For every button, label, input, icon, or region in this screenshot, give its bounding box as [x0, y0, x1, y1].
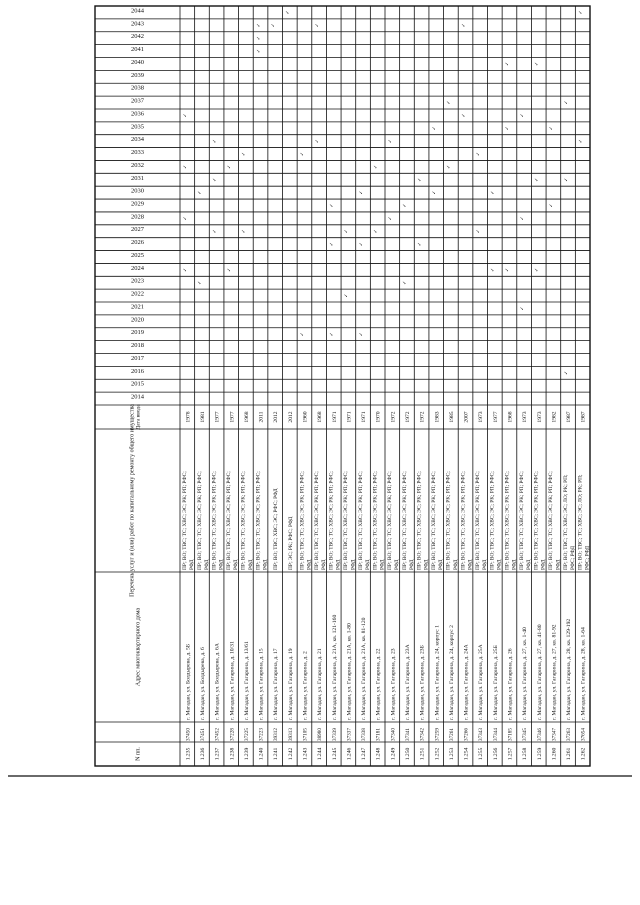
year-header: 2029 — [131, 200, 144, 208]
year-header: 2024 — [131, 264, 144, 272]
row-num: 1.256 — [492, 747, 499, 761]
row-address: г. Магадан, ул. Гагарина, д. 2 — [302, 651, 309, 720]
row-num: 1.246 — [346, 747, 353, 761]
row-date: 1973 — [522, 411, 529, 423]
work-year-mark: ✓ — [271, 23, 277, 28]
row-num: 1.262 — [580, 747, 587, 761]
row-date: 2011 — [258, 411, 265, 423]
row-code: 37654 — [580, 728, 587, 741]
row-services-line: РФД — [262, 559, 269, 570]
work-year-mark: ✓ — [359, 190, 365, 195]
row-services-line: РФД — [496, 559, 503, 570]
year-header: 2028 — [131, 213, 144, 221]
row-code: 39312 — [273, 728, 280, 741]
work-year-mark: ✓ — [359, 242, 365, 247]
work-year-mark: ✓ — [476, 229, 482, 234]
work-year-mark: ✓ — [198, 190, 204, 195]
work-year-mark: ✓ — [520, 216, 526, 221]
row-services-line: ПР; ВО; ТВС; ТС; ХВС; ЭС; РК; РП; РФС; — [255, 471, 262, 570]
row-services-line: ПР; ВО; ТВС; ТС; ХВС; ЭС; ЛО; РК; РП; — [562, 474, 569, 570]
work-year-mark: ✓ — [315, 139, 321, 144]
work-year-mark: ✓ — [212, 229, 218, 234]
work-year-mark: ✓ — [461, 113, 467, 118]
row-address: г. Магадан, ул. Болдырева, д. 6А — [214, 643, 221, 720]
row-services-line: ПР; ВО; ТВС; ТС; ХВС; ЭС; РК; РП; РФС; — [475, 471, 482, 570]
row-address: г. Магадан, ул. Гагарина, д. 24, корпус 1 — [434, 625, 441, 720]
row-services-line: РФД — [203, 559, 210, 570]
row-services-line: ПР; ВО; ТВС; ТС; ХВС; ЭС; РК; РП; РФС; — [445, 471, 452, 570]
row-services-line: ПР; ВО; ТВС; ТС; ХВС; ЭС; РК; РП; РФС; — [548, 471, 555, 570]
row-num: 1.254 — [463, 747, 470, 761]
row-code: 37338 — [361, 728, 368, 741]
row-date: 1968 — [317, 411, 324, 423]
row-address: г. Магадан, ул. Гагарина, д. 17 — [273, 648, 280, 720]
row-date: 1978 — [185, 411, 192, 423]
row-date: 1971 — [361, 411, 368, 423]
work-year-mark: ✓ — [520, 113, 526, 118]
work-year-mark: ✓ — [388, 139, 394, 144]
row-code: 38980 — [317, 728, 324, 741]
year-header: 2031 — [131, 174, 144, 182]
row-date: 1960 — [302, 411, 309, 423]
row-address: г. Магадан, ул. Гагарина, д. 22 — [375, 648, 382, 720]
year-header: 2040 — [131, 58, 144, 66]
row-address: г. Магадан, ул. Болдырева, д. 6 — [199, 647, 206, 720]
row-num: 1.261 — [566, 747, 573, 761]
row-services-line: РФД — [525, 559, 532, 570]
row-address: г. Магадан, ул. Гагарина, д. 27, кв. 81-92 — [551, 624, 558, 720]
year-header: 2027 — [131, 226, 144, 234]
year-header: 2033 — [131, 149, 144, 157]
work-year-mark: ✓ — [417, 242, 423, 247]
row-address: г. Магадан, ул. Гагарина, д. 21А, кв. 121-160 — [331, 614, 338, 720]
row-date: 1970 — [375, 411, 382, 423]
work-year-mark: ✓ — [535, 267, 541, 272]
work-year-mark: ✓ — [432, 190, 438, 195]
row-services-line: РФД — [233, 559, 240, 570]
row-services-line: ПР; ВО; ТВС; ТС; ХВС; ЭС; ЛО; РК; РП; — [577, 474, 584, 570]
work-year-mark: ✓ — [286, 10, 292, 15]
row-code: 37452 — [214, 728, 221, 741]
work-year-mark: ✓ — [256, 23, 262, 28]
row-date: 1977 — [214, 411, 221, 423]
row-num: 1.241 — [273, 747, 280, 761]
row-services-line: РФД — [364, 559, 371, 570]
year-header: 2026 — [131, 239, 144, 247]
row-address: г. Магадан, ул. Гагарина, д. 28, кв. 129-192 — [566, 618, 573, 720]
row-services-line: РФД — [189, 559, 196, 570]
row-code: 37261 — [448, 728, 455, 741]
row-date: 2007 — [463, 411, 470, 423]
row-services-line: РФД — [467, 559, 474, 570]
year-header: 2021 — [131, 303, 144, 311]
work-year-mark: ✓ — [315, 23, 321, 28]
row-services-line: ПР; ВО; ТВС; ТС; ХВС; ЭС; РК; РП; РФС; — [182, 471, 189, 570]
row-num: 1.240 — [258, 747, 265, 761]
row-services-line: ПР; ВО; ТВС; ТС; ХВС; ЭС; РК; РП; РФС; — [299, 471, 306, 570]
row-address: г. Магадан, ул. Гагарина, д. 21А, кв. 81-120 — [361, 617, 368, 720]
row-services-line: ПР; ВО; ТВС; ТС; ХВС; ЭС; РК; РП; РФС; — [357, 471, 364, 570]
work-year-mark: ✓ — [373, 229, 379, 234]
work-year-mark: ✓ — [388, 216, 394, 221]
work-year-mark: ✓ — [198, 280, 204, 285]
work-year-mark: ✓ — [403, 280, 409, 285]
row-services-line: ПР; ВО; ТВС; ХВС; ЭС; РФС; РФД — [273, 488, 280, 570]
row-address: г. Магадан, ул. Гагарина, д. 27, кв. 1-40 — [522, 627, 529, 720]
row-date: 1981 — [199, 411, 206, 423]
row-services-line: ПР; ВО; ТВС; ТС; ХВС; ЭС; РК; РП; РФС; — [489, 471, 496, 570]
work-year-mark: ✓ — [549, 203, 555, 208]
row-services-line: РФД — [247, 559, 254, 570]
year-header: 2025 — [131, 251, 145, 259]
work-year-mark: ✓ — [564, 370, 570, 375]
work-year-mark: ✓ — [535, 177, 541, 182]
work-year-mark: ✓ — [578, 139, 584, 144]
row-services-line: ПР; ВО; ТВС; ТС; ХВС; ЭС; РК; РП; РФС; — [401, 471, 408, 570]
row-address: г. Магадан, ул. Гагарина, д. 23 — [390, 648, 397, 720]
row-address: г. Магадан, ул. Болдырева, д. 5Б — [185, 643, 192, 720]
row-num: 1.260 — [551, 747, 558, 761]
row-address: г. Магадан, ул. Гагарина, д. 15 — [258, 648, 265, 720]
work-year-mark: ✓ — [183, 267, 189, 272]
row-date: 1972 — [390, 411, 397, 423]
row-services-line: ПР; ВО; ТВС; ТС; ХВС; ЭС; РК; РП; РФС; — [240, 471, 247, 570]
work-year-mark: ✓ — [330, 242, 336, 247]
work-year-mark: ✓ — [242, 151, 248, 157]
table-grid — [95, 6, 590, 766]
row-code: 37340 — [390, 728, 397, 741]
row-code: 37341 — [404, 728, 411, 741]
header-services: Перечень услуг и (или) работ по капитальному ремонту общего имущества — [129, 404, 136, 597]
row-num: 1.238 — [229, 747, 236, 761]
row-services-line: ПР; ВО; ТВС; ТС; ХВС; ЭС; РК; РП; РФС; — [226, 471, 233, 570]
row-services-line: РФД — [452, 559, 459, 570]
work-year-mark: ✓ — [256, 48, 262, 54]
row-num: 1.247 — [361, 747, 368, 761]
row-num: 1.251 — [419, 747, 426, 761]
row-services-line: РФД — [335, 559, 342, 570]
row-services-line: ПР; ВО; ТВС; ТС; ХВС; ЭС; РК; РП; РФС; — [431, 471, 438, 570]
row-num: 1.239 — [243, 747, 250, 761]
row-code: 37185 — [507, 728, 514, 741]
work-year-mark: ✓ — [256, 36, 262, 41]
work-year-mark: ✓ — [564, 177, 570, 182]
work-year-mark: ✓ — [227, 267, 233, 272]
work-year-mark: ✓ — [183, 113, 189, 118]
row-services-line: ПР; ВО; ТВС; ТС; ХВС; ЭС; РК; РП; РФС; — [533, 471, 540, 570]
year-header: 2036 — [131, 110, 144, 118]
row-services-line: РФД — [438, 559, 445, 570]
row-services-line: ПР; ВО; ТВС; ТС; ХВС; ЭС; РК; РП; РФС; — [416, 471, 423, 570]
year-header: 2034 — [131, 136, 144, 144]
work-year-mark: ✓ — [491, 190, 497, 195]
row-code: 37345 — [522, 728, 529, 741]
row-date: 1968 — [243, 411, 250, 423]
work-year-mark: ✓ — [300, 151, 306, 157]
work-year-mark: ✓ — [564, 100, 570, 105]
row-services-line: РФД — [511, 559, 518, 570]
row-num: 1.248 — [375, 747, 382, 761]
row-code: 37263 — [566, 728, 573, 741]
row-date: 1968 — [507, 411, 514, 423]
row-code: 37225 — [243, 728, 250, 741]
row-num: 1.252 — [434, 747, 441, 761]
row-date: 1977 — [492, 411, 499, 423]
row-services-line: РФД — [394, 559, 401, 570]
year-header: 2017 — [131, 354, 144, 362]
row-num: 1.236 — [199, 747, 206, 761]
year-header: 2014 — [131, 393, 144, 401]
row-services-line: ПР; ВО; ТВС; ТС; ХВС; ЭС; РК; РП; РФС; — [460, 471, 467, 570]
row-address: г. Магадан, ул. Гагарина, д. 19 — [287, 648, 294, 720]
row-num: 1.255 — [478, 747, 485, 761]
year-header: 2041 — [131, 46, 144, 54]
table-border — [95, 6, 590, 766]
work-year-mark: ✓ — [300, 332, 306, 337]
row-services-line: РФД — [350, 559, 357, 570]
row-code: 39313 — [287, 728, 294, 741]
work-year-mark: ✓ — [373, 164, 379, 169]
row-services-line: ПР; ВО; ТВС; ТС; ХВС; ЭС; РК; РП; РФС; — [211, 471, 218, 570]
row-code: 37228 — [229, 728, 236, 741]
work-year-mark: ✓ — [183, 164, 189, 169]
row-address: г. Магадан, ул. Гагарина, д. 21А, кв. 1-80 — [346, 623, 353, 720]
work-year-mark: ✓ — [403, 203, 409, 208]
year-header: 2016 — [131, 367, 144, 375]
row-services-line: РФД — [218, 559, 225, 570]
row-address: г. Магадан, ул. Гагарина, д. 24А — [463, 644, 470, 720]
row-code: 37347 — [551, 728, 558, 741]
year-header: 2038 — [131, 84, 144, 92]
row-num: 1.244 — [317, 747, 324, 761]
row-address: г. Магадан, ул. Гагарина, д. 23Б — [419, 645, 426, 720]
row-num: 1.250 — [404, 747, 411, 761]
row-num: 1.249 — [390, 747, 397, 761]
row-date: 1977 — [229, 411, 236, 423]
row-address: г. Магадан, ул. Гагарина, д. 26 — [507, 648, 514, 720]
year-header: 2043 — [131, 20, 144, 28]
year-header: 2042 — [131, 33, 144, 41]
row-address: г. Магадан, ул. Гагарина, д. 21 — [317, 648, 324, 720]
work-year-mark: ✓ — [212, 177, 218, 182]
row-code: 37344 — [492, 728, 499, 741]
work-year-mark: ✓ — [417, 177, 423, 182]
row-num: 1.243 — [302, 747, 309, 761]
row-services-line: ПР; ВО; ТВС; ТС; ХВС; ЭС; РК; РП; РФС; — [313, 471, 320, 570]
row-num: 1.245 — [331, 747, 338, 761]
year-header: 2032 — [131, 161, 144, 169]
work-year-mark: ✓ — [183, 216, 189, 221]
work-year-mark: ✓ — [344, 229, 350, 234]
row-date: 1972 — [419, 411, 426, 423]
year-header: 2015 — [131, 380, 144, 388]
row-services-line: РФД — [540, 559, 547, 570]
row-code: 37451 — [199, 728, 206, 741]
row-num: 1.257 — [507, 747, 514, 761]
work-year-mark: ✓ — [461, 23, 467, 28]
work-year-mark: ✓ — [520, 306, 526, 311]
year-header: 2018 — [131, 342, 144, 350]
row-date: 1973 — [536, 411, 543, 423]
work-year-mark: ✓ — [549, 126, 555, 131]
row-services-line: ПР; ЭС; РК; РФС; РФД — [287, 516, 294, 570]
row-services-line: РФД — [306, 559, 313, 570]
work-year-mark: ✓ — [505, 61, 511, 67]
row-services-line: ПР; ВО; ТВС; ТС; ХВС; ЭС; РК; РП; РФС; — [328, 471, 335, 570]
row-address: г. Магадан, ул. Гагарина, д. 24, корпус 2 — [448, 625, 455, 720]
row-code: 37266 — [463, 728, 470, 741]
row-num: 1.258 — [522, 747, 529, 761]
row-address: г. Магадан, ул. Гагарина, д. 25А — [478, 644, 485, 720]
header-date: Дата ввода — [135, 404, 142, 430]
work-year-mark: ✓ — [242, 229, 248, 234]
row-date: 1985 — [448, 411, 455, 423]
row-date: 2012 — [287, 411, 294, 423]
work-year-mark: ✓ — [344, 293, 350, 298]
row-services-line: ПР; ВО; ТВС; ТС; ХВС; ЭС; РК; РП; РФС; — [372, 471, 379, 570]
row-date: 1987 — [566, 411, 573, 423]
work-year-mark: ✓ — [535, 61, 541, 67]
row-code: 37343 — [478, 728, 485, 741]
row-code: 37450 — [185, 728, 192, 741]
row-services-line: РФД — [408, 559, 415, 570]
row-services-line: ПР; ВО; ТВС; ТС; ХВС; ЭС; РК; РП; РФС; — [504, 471, 511, 570]
work-year-mark: ✓ — [447, 100, 453, 105]
work-year-mark: ✓ — [578, 10, 584, 15]
row-services-line: РФС; РФД — [569, 546, 576, 570]
work-year-mark: ✓ — [447, 164, 453, 169]
row-services-line: ПР; ВО; ТВС; ТС; ХВС; ЭС; РК; РП; РФС; — [387, 471, 394, 570]
row-services-line: РФД — [320, 559, 327, 570]
row-num: 1.259 — [536, 747, 543, 761]
work-year-mark: ✓ — [330, 332, 336, 337]
row-date: 1971 — [346, 411, 353, 423]
header-num: N пп. — [135, 747, 142, 761]
row-date: 1972 — [404, 411, 411, 423]
row-services-line: РФД — [482, 559, 489, 570]
row-services-line: РФД — [379, 559, 386, 570]
row-services-line: ПР; ВО; ТВС; ТС; ХВС; ЭС; РК; РП; РФС; — [196, 471, 203, 570]
row-date: 1982 — [551, 411, 558, 423]
row-services-line: РФД — [423, 559, 430, 570]
row-services-line: ПР; ВО; ТВС; ТС; ХВС; ЭС; РК; РП; РФС; — [518, 471, 525, 570]
row-code: 37181 — [375, 728, 382, 741]
year-header: 2022 — [131, 290, 144, 298]
year-header: 2020 — [131, 316, 144, 324]
work-year-mark: ✓ — [476, 151, 482, 157]
row-address: г. Магадан, ул. Гагарина, д. 13/61 — [243, 641, 250, 720]
row-services-line: РФС; РФД — [584, 546, 591, 570]
year-header: 2030 — [131, 187, 144, 195]
work-year-mark: ✓ — [505, 126, 511, 131]
year-header: 2039 — [131, 71, 144, 79]
year-header: 2019 — [131, 329, 144, 337]
row-num: 1.253 — [448, 747, 455, 761]
header-address: Адрес многоквартирного дома — [135, 607, 142, 687]
row-code: 37223 — [258, 728, 265, 741]
row-address: г. Магадан, ул. Гагарина, д. 23А — [404, 644, 411, 720]
row-date: 1973 — [478, 411, 485, 423]
year-header: 2037 — [131, 97, 144, 105]
row-num: 1.237 — [214, 747, 221, 761]
row-num: 1.242 — [287, 747, 294, 761]
capital-repair-schedule-table — [95, 6, 591, 766]
row-address: г. Магадан, ул. Гагарина, д. 10/31 — [229, 641, 236, 720]
work-year-mark: ✓ — [505, 267, 511, 272]
work-year-mark: ✓ — [330, 203, 336, 208]
row-num: 1.235 — [185, 747, 192, 761]
row-date: 1983 — [434, 411, 441, 423]
year-header: 2044 — [131, 7, 144, 15]
row-code: 37346 — [536, 728, 543, 741]
row-address: г. Магадан, ул. Гагарина, д. 28, кв. 1-64 — [580, 627, 587, 720]
row-services-line: РФД — [555, 559, 562, 570]
row-code: 37339 — [331, 728, 338, 741]
row-code: 37259 — [434, 728, 441, 741]
work-year-mark: ✓ — [212, 139, 218, 144]
row-date: 1987 — [580, 411, 587, 423]
work-year-mark: ✓ — [359, 332, 365, 337]
row-services-line: ПР; ВО; ТВС; ТС; ХВС; ЭС; РК; РП; РФС; — [343, 471, 350, 570]
row-code: 37337 — [346, 728, 353, 741]
row-date: 2012 — [273, 411, 280, 423]
year-header: 2023 — [131, 277, 144, 285]
work-year-mark: ✓ — [227, 164, 233, 169]
row-date: 1971 — [331, 411, 338, 423]
year-header: 2035 — [131, 123, 144, 131]
work-year-mark: ✓ — [491, 267, 497, 272]
row-code: 37105 — [302, 728, 309, 741]
row-address: г. Магадан, ул. Гагарина, д. 27, кв. 41-80 — [536, 624, 543, 720]
work-year-mark: ✓ — [432, 126, 438, 131]
row-code: 37342 — [419, 728, 426, 741]
row-address: г. Магадан, ул. Гагарина, д. 25Б — [492, 645, 499, 720]
